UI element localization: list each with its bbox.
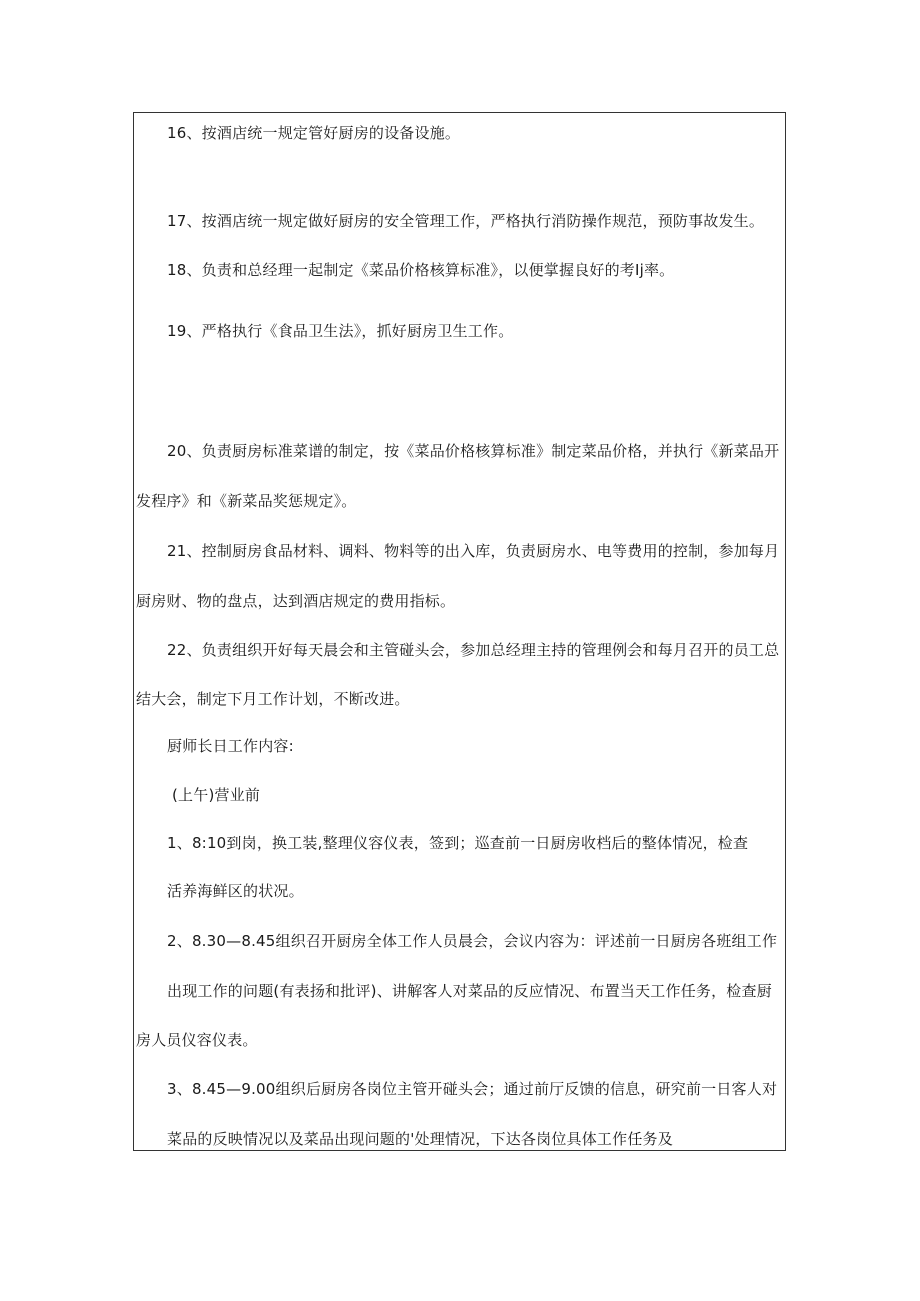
item-16: 16、按酒店统一规定管好厨房的设备设施。 bbox=[167, 124, 461, 142]
section-heading: 厨师长日工作内容: bbox=[167, 737, 294, 755]
task-2-line-2: 出现工作的问题(有表扬和批评)、讲解客人对菜品的反应情况、布置当天工作任务，检查厨 bbox=[167, 982, 772, 1000]
item-21-line-2: 厨房财、物的盘点，达到酒店规定的费用指标。 bbox=[136, 592, 456, 610]
item-18: 18、负责和总经理一起制定《菜品价格核算标准》，以便掌握良好的考Ij率。 bbox=[167, 261, 675, 279]
task-3-line-2: 菜品的反映情况以及菜品出现问题的'处理情况，下达各岗位具体工作任务及 bbox=[167, 1130, 673, 1148]
document-frame bbox=[133, 112, 786, 1151]
item-20-line-1: 20、负责厨房标准菜谱的制定，按《菜品价格核算标准》制定菜品价格，并执行《新菜品开 bbox=[167, 442, 780, 460]
item-19: 19、严格执行《食品卫生法》，抓好厨房卫生工作。 bbox=[167, 322, 514, 340]
subsection-heading: (上午)营业前 bbox=[172, 786, 261, 804]
item-21-line-1: 21、控制厨房食品材料、调料、物料等的出入库，负责厨房水、电等费用的控制，参加每月 bbox=[167, 542, 780, 560]
task-1-line-2: 活养海鲜区的状况。 bbox=[167, 882, 304, 900]
item-20-line-2: 发程序》和《新菜品奖惩规定》。 bbox=[136, 492, 357, 510]
task-2-line-3: 房人员仪容仪表。 bbox=[136, 1031, 258, 1049]
item-17: 17、按酒店统一规定做好厨房的安全管理工作，严格执行消防操作规范，预防事故发生。 bbox=[167, 212, 765, 230]
item-22-line-2: 结大会，制定下月工作计划，不断改进。 bbox=[136, 690, 410, 708]
task-3-line-1: 3、8.45—9.00组织后厨房各岗位主管开碰头会；通过前厅反馈的信息，研究前一日客人对 bbox=[167, 1080, 778, 1098]
task-1-line-1: 1、8:10到岗，换工装,整理仪容仪表，签到；巡查前一日厨房收档后的整体情况，检查 bbox=[167, 834, 749, 852]
task-2-line-1: 2、8.30—8.45组织召开厨房全体工作人员晨会，会议内容为：评述前一日厨房各班组工作 bbox=[167, 932, 778, 950]
item-22-line-1: 22、负责组织开好每天晨会和主管碰头会，参加总经理主持的管理例会和每月召开的员工总 bbox=[167, 641, 780, 659]
